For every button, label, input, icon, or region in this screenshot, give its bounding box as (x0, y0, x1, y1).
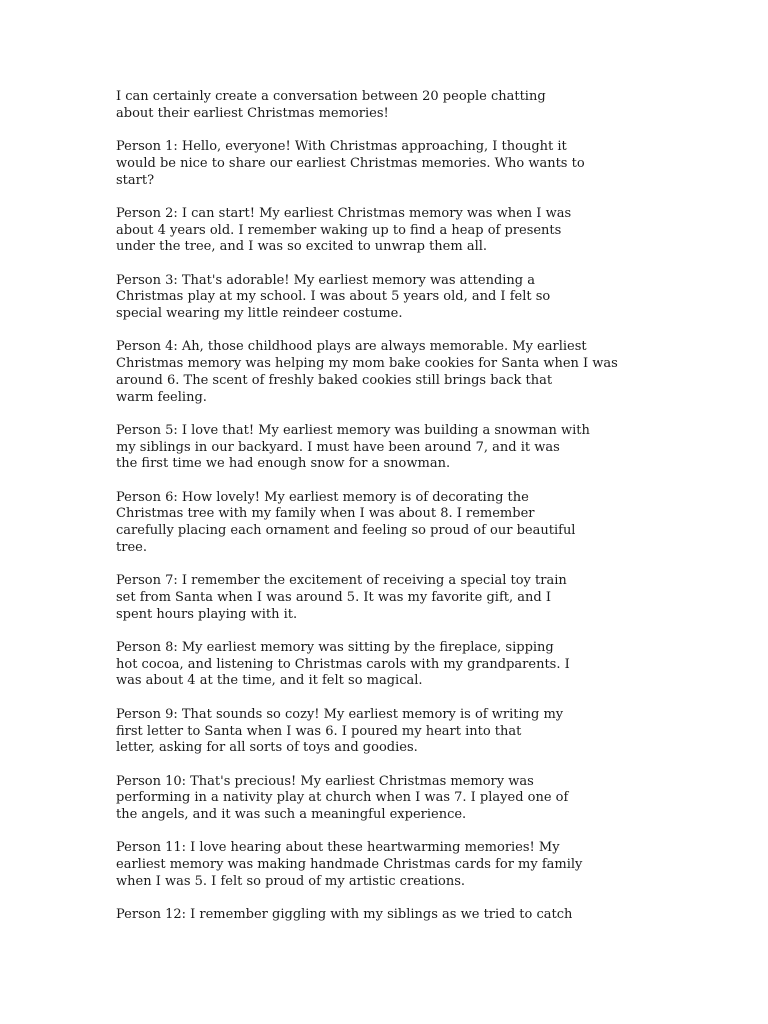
person-9-paragraph: Person 9: That sounds so cozy! My earliest memory is of writing my first letter to Santa when I was 6. I poured my heart into that letter, asking for all sorts of toys and goodies. (116, 706, 564, 756)
person-11-paragraph: Person 11: I love hearing about these heartwarming memories! My earliest memory was making handmade Christmas cards for my family when I was 5. I felt so proud of my artistic creations. (116, 840, 583, 889)
document-body (116, 89, 656, 941)
intro-paragraph: I can certainly create a conversation between 20 people chatting about their earliest Christmas memories! (116, 89, 546, 121)
person-4-paragraph: Person 4: Ah, those childhood plays are always memorable. My earliest Christmas memory was helping my mom bake cookies for Santa when I was around 6. The scent of freshly baked cookies still brings back that warm feeling. (116, 339, 618, 405)
person-2-paragraph: Person 2: I can start! My earliest Christmas memory was when I was about 4 years old. I remember waking up to find a heap of presents under the tree, and I was so excited to unwrap them all. (116, 205, 572, 255)
person-10-paragraph: Person 10: That's precious! My earliest Christmas memory was performing in a nativity play at church when I was 7. I played one of the angels, and it was such a meaningful experience. (116, 773, 569, 823)
person-1-paragraph: Person 1: Hello, everyone! With Christmas approaching, I thought it would be nice to share our earliest Christmas memories. Who wants to start? (116, 139, 585, 188)
person-5-paragraph: Person 5: I love that! My earliest memory was building a snowman with my siblings in our backyard. I must have been around 7, and it was the first time we had enough snow for a snowman. (116, 422, 590, 472)
person-12-paragraph: Person 12: I remember giggling with my siblings as we tried to catch (116, 907, 573, 923)
person-6-paragraph: Person 6: How lovely! My earliest memory is of decorating the Christmas tree with my family when I was about 8. I remember carefully placing each ornament and feeling so proud of our beautiful tree. (116, 489, 576, 555)
person-8-paragraph: Person 8: My earliest memory was sitting by the fireplace, sipping hot cocoa, and listening to Christmas carols with my grandparents. I was about 4 at the time, and it felt so magical. (116, 640, 570, 689)
person-7-paragraph: Person 7: I remember the excitement of receiving a special toy train set from Santa when I was around 5. It was my favorite gift, and I spent hours playing with it. (116, 573, 567, 622)
person-3-paragraph: Person 3: That's adorable! My earliest memory was attending a Christmas play at my school. I was about 5 years old, and I felt so special wearing my little reindeer costume. (116, 272, 551, 322)
